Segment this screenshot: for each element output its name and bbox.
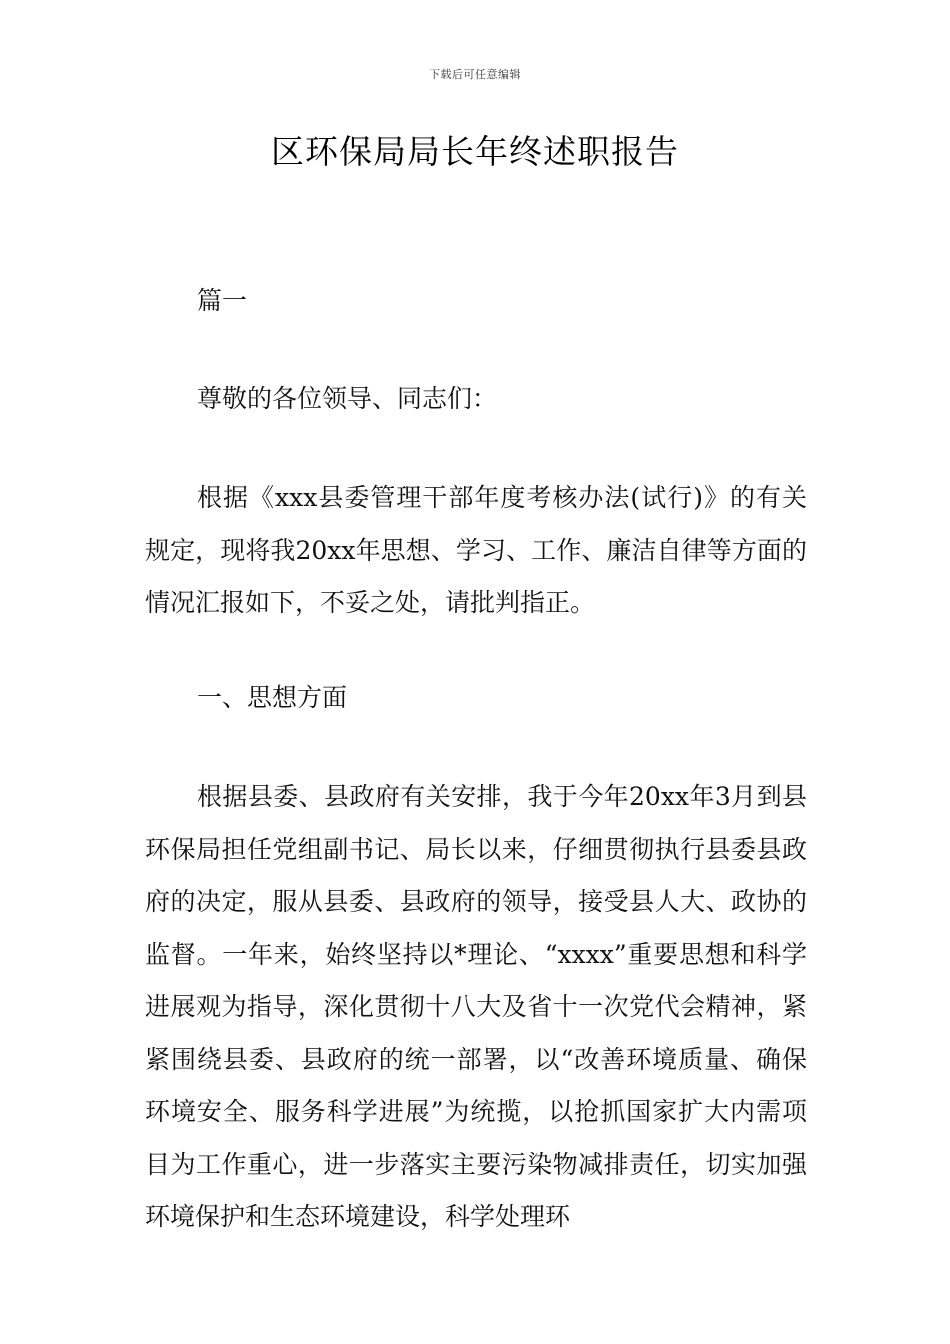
intro-block (145, 472, 807, 630)
section-label-block (145, 275, 807, 328)
header-note: 下载后可任意编辑 (429, 68, 521, 81)
body-paragraph: 根据县委、县政府有关安排，我于今年20xx年3月到县环保局担任党组副书记、局长以来，仔细贯彻执行县委县政府的决定，服从县委、县政府的领导，接受县人大、政协的监督。一年来，始终坚持以*理论、“xxxx”重要思想和科学进展观为指导，深化贯彻十八大及省十一次党代会精神，紧紧围绕县委、县政府的统一部署，以“改善环境质量、确保环境安全、服务科学进展”为统揽，以抢抓国家扩大内需项目为工作重心，进一步落实主要污染物减排责任，切实加强环境保护和生态环境建设，科学处理环 (145, 782, 807, 1231)
salutation-block (145, 373, 807, 426)
document-title: 区环保局局长年终述职报告 (271, 132, 679, 171)
salutation: 尊敬的各位领导、同志们： (197, 384, 498, 413)
paragraph-1-block (145, 771, 807, 1244)
heading-1-block (145, 672, 807, 725)
intro-paragraph: 根据《xxx县委管理干部年度考核办法(试行)》的有关规定，现将我20xx年思想、学习、工作、廉洁自律等方面的情况汇报如下，不妥之处，请批判指正。 (145, 483, 807, 617)
section-label: 篇一 (197, 286, 248, 315)
section-heading: 一、思想方面 (197, 683, 348, 712)
